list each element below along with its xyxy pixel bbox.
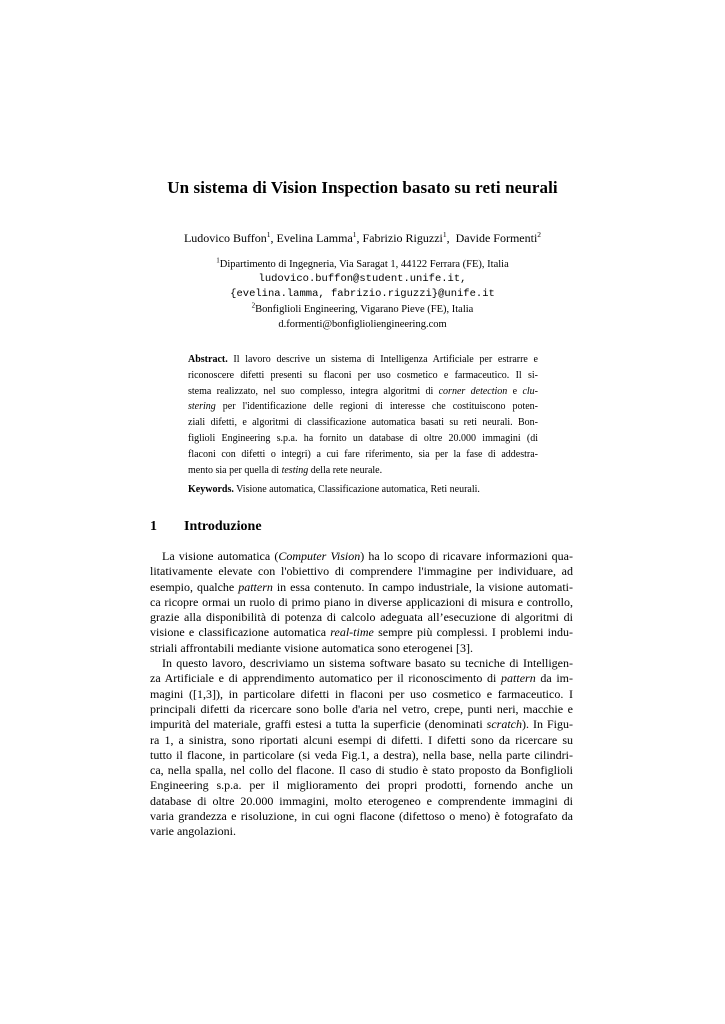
- department-address: Dipartimento di Ingegneria, Via Saragat 1, 44122 Ferrara (FE), Italia: [219, 259, 509, 270]
- abstract-text: stema realizzato, nel suo complesso, integra algoritmi di: [188, 385, 439, 397]
- text-line: Engineering s.p.a. per il miglioramento dei propri prodotti, fornendo anche un: [150, 778, 573, 793]
- abstract-label: Abstract.: [188, 354, 228, 365]
- text-run: impurità del materiale, graffi estesi a tutta la superficie (denominati: [150, 717, 487, 732]
- text-line: varia grandezza e risoluzione, in cui ogni flacone (difettoso o meno) è fotografato da: [150, 809, 573, 824]
- section-body: [150, 549, 573, 840]
- text-line: ra 1, a sinistra, sono riportati alcuni esempi di difetti. I difetti sono da ricercare su: [150, 732, 573, 747]
- affiliation-line: [0, 257, 725, 272]
- text-line: [150, 671, 573, 686]
- text-line: [150, 717, 573, 732]
- text-run: ) ha lo scopo di ricavare informazioni qua-: [360, 549, 573, 563]
- paper-title: Un sistema di Vision Inspection basato su reti neurali: [167, 178, 558, 197]
- abstract: [188, 352, 538, 478]
- text-line: magini ([1,3]), in particolare difetti in flaconi per uso cosmetico e farmaceutico. I: [150, 686, 573, 701]
- text-line: tutto il flacone, in particolare (si veda Fig.1, a destra), nella base, nella parte cilindri-: [150, 747, 573, 762]
- abstract-line: [188, 352, 538, 368]
- email-line: d.formenti@bonfiglioliengineering.com: [278, 319, 447, 330]
- text-line: ca, nella spalla, nel collo del flacone. Il caso di studio è stato proposto da Bonfiglioli: [150, 763, 573, 778]
- paragraph: [150, 656, 573, 840]
- keywords-label: Keywords.: [188, 484, 234, 495]
- keywords-text: Visione automatica, Classificazione automatica, Reti neurali.: [233, 484, 480, 495]
- text-run: da im-: [535, 671, 573, 686]
- text-run: za Artificiale e di apprendimento automatico per il riconoscimento di: [150, 671, 502, 686]
- abstract-text: per l'identificazione delle regioni di interesse che costituiscono poten-: [215, 401, 538, 413]
- text-line: [150, 549, 573, 564]
- text-term: pattern: [501, 671, 536, 686]
- abstract-term: corner detection: [438, 385, 508, 397]
- abstract-text: e: [507, 385, 523, 397]
- author-name: Ludovico Buffon: [183, 231, 267, 245]
- abstract-text: Il lavoro descrive un sistema di Intelligenza Artificiale per estrarre e: [227, 354, 538, 365]
- company-address: Bonfiglioli Engineering, Vigarano Pieve (FE), Italia: [255, 304, 474, 315]
- text-run: sempre più complessi. I problemi indu-: [373, 625, 573, 640]
- section-title: Introduzione: [184, 519, 262, 534]
- text-term: Computer Vision: [278, 549, 361, 563]
- text-line: database di oltre 20.000 immagini, molto eterogeneo e comprendente immagini di: [150, 793, 573, 808]
- author-name: Evelina Lamma: [276, 231, 353, 245]
- text-line: [150, 625, 573, 640]
- text-line: grazie alla disponibilità di potenza di calcolo adeguata all’esecuzione di algoritmi di: [150, 610, 573, 625]
- text-line: striali affrontabili mediante visione automatica sono eterogenei [3].: [150, 640, 474, 655]
- abstract-text: mento sia per quella di: [188, 464, 282, 476]
- text-line: ca ricopre ormai un ruolo di primo piano in diverse applicazioni di misura e controllo,: [150, 594, 573, 609]
- abstract-line: [188, 463, 538, 479]
- author-list: Ludovico Buffon$^1$, Evelina Lamma$^1$, Fabrizio Riguzzi$^1$, Davide Formenti$^2$: [183, 230, 542, 245]
- text-line: In questo lavoro, descriviamo un sistema software basato su tecniche di Intelligen-: [162, 656, 573, 671]
- text-run: esempio, qualche: [150, 579, 239, 594]
- abstract-line: [188, 399, 538, 415]
- abstract-line: riconoscere difetti presenti su flaconi per uso cosmetico e farmaceutico. Il si-: [188, 369, 538, 381]
- affiliation-mark: 1: [216, 256, 220, 265]
- text-run: in essa contenuto. In campo industriale, la visione automati-: [272, 579, 573, 594]
- text-run: visione e classificazione automatica: [150, 625, 331, 640]
- abstract-line: ziali difetti, e algoritmi di classificazione automatica basati su reti neurali. Bon-: [188, 417, 538, 429]
- text-term: scratch: [486, 717, 522, 732]
- section-number: 1: [150, 519, 157, 534]
- text-line: varie angolazioni.: [150, 824, 236, 839]
- text-line: [150, 580, 573, 595]
- keywords: [188, 484, 548, 495]
- text-line: principali difetti da ricercare sono bolle d'aria nel vetro, crepe, punti neri, macchie e: [150, 701, 573, 716]
- author-name: Davide Formenti: [455, 231, 538, 245]
- abstract-term: stering: [188, 401, 216, 413]
- abstract-term: clu-: [522, 385, 538, 397]
- abstract-line: flaconi con difetti o integri) a cui fare riferimento, sia per la fase di addestra-: [188, 448, 538, 460]
- text-run: La visione automatica (: [162, 549, 279, 563]
- abstract-term: testing: [281, 464, 309, 476]
- email-line: ludovico.buffon@student.unife.it,: [258, 273, 467, 285]
- affiliation-mark: 2: [251, 301, 256, 310]
- paragraph: [150, 549, 573, 656]
- affiliation-line: [0, 302, 725, 317]
- abstract-line: figlioli Engineering s.p.a. ha fornito un database di oltre 20.000 immagini (di: [188, 432, 538, 444]
- text-term: pattern: [238, 579, 273, 594]
- author-affiliation-mark: 2: [537, 230, 542, 239]
- author-name: Fabrizio Riguzzi: [362, 231, 443, 245]
- text-line: litativamente elevate con l'obiettivo di comprendere l'immagine per individuare, ad: [150, 564, 573, 579]
- email-line: {evelina.lamma, fabrizio.riguzzi}@unife.it: [230, 288, 495, 300]
- affiliations: [0, 257, 725, 332]
- author-affiliation-mark: 1: [266, 230, 271, 239]
- section-heading: [150, 519, 262, 535]
- author-affiliation-mark: 1: [352, 230, 357, 239]
- author-affiliation-mark: 1: [442, 230, 447, 239]
- text-run: ). In Figu-: [522, 717, 573, 732]
- abstract-text: della rete neurale.: [308, 464, 383, 476]
- abstract-line: [188, 384, 538, 400]
- text-term: real-time: [330, 625, 374, 640]
